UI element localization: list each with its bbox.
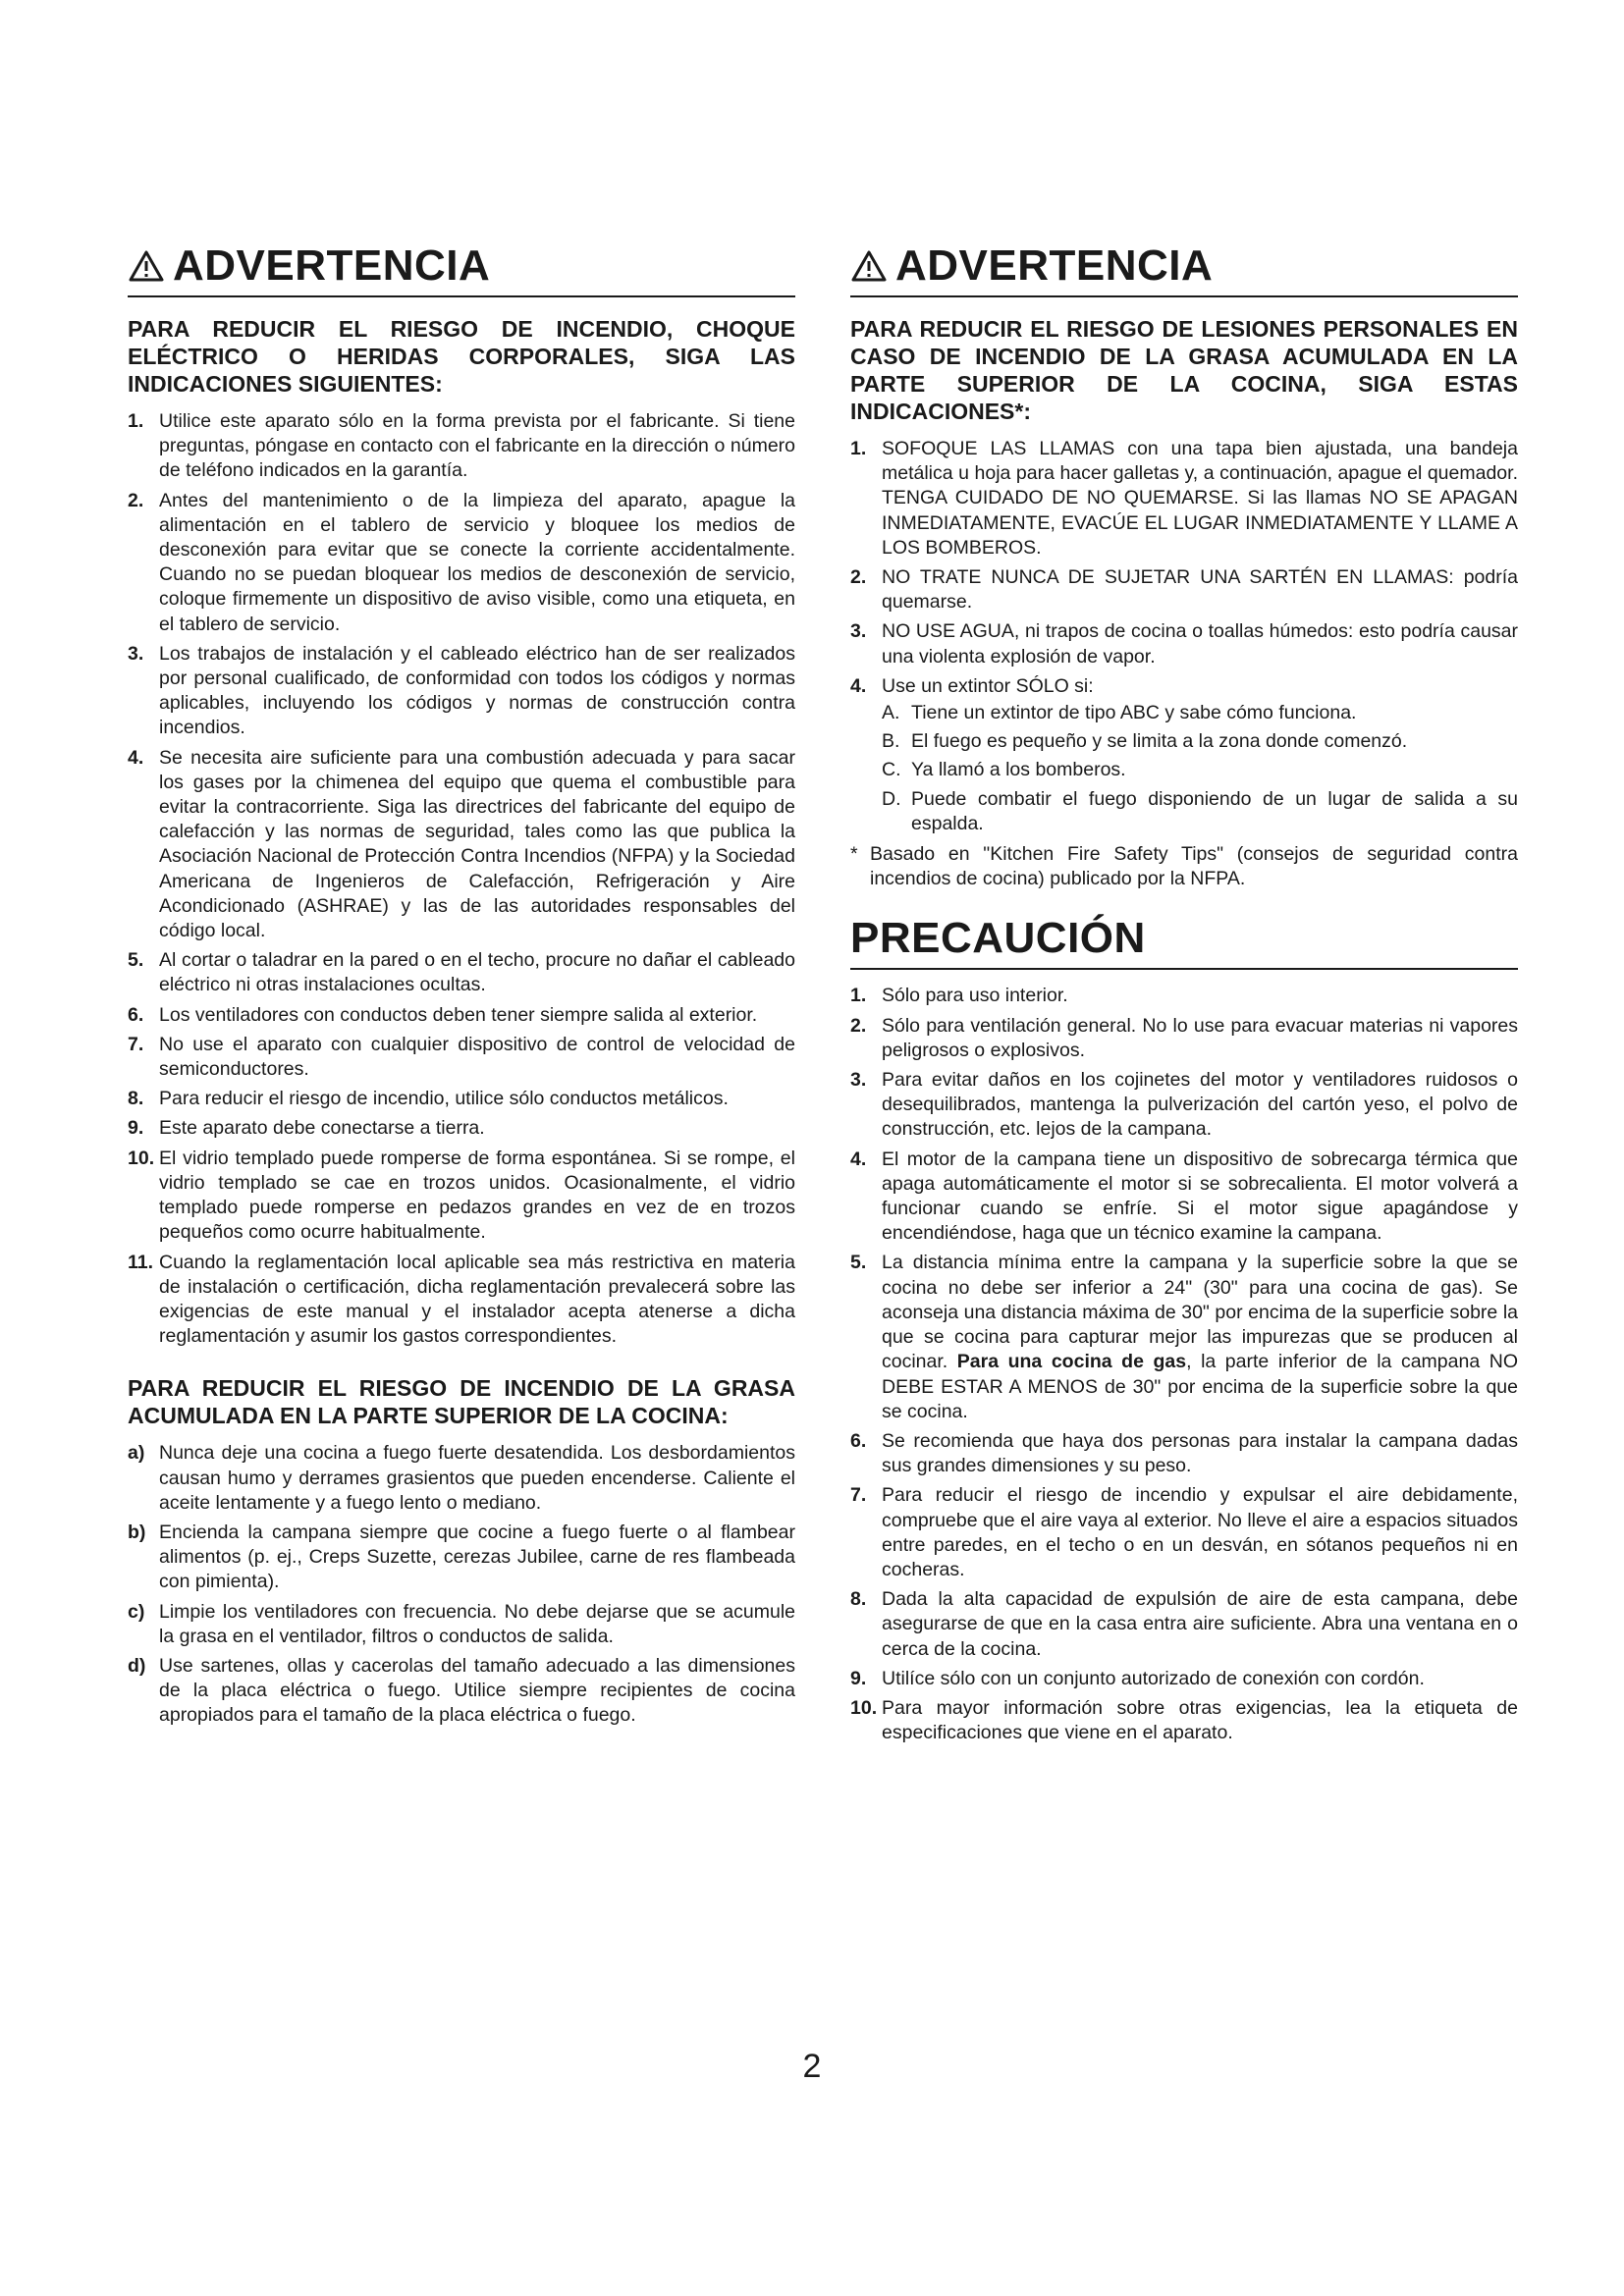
list-item: 4. Use un extintor SÓLO si: A. Tiene un extintor de tipo ABC y sabe cómo funciona. B. El fuego es pequeño y se limita a la zona donde comenzó. C. Ya llamó a los bomberos. D. Puede combatir el fuego disponiendo de un lugar de salida a su espalda.	[850, 674, 1518, 836]
list-item: 3. Para evitar daños en los cojinetes del motor y ventiladores ruidosos o desequilibrados, mantenga la pulverización del cartón yeso, el polvo de construcción, etc. lejos de la campana.	[850, 1069, 1518, 1141]
list-item: 9. Este aparato debe conectarse a tierra.	[128, 1117, 485, 1140]
list-item: b) Encienda la campana siempre que cocine a fuego fuerte o al flambear alimentos (p. ej., Creps Suzette, cerezas Jubilee, carne de res flambeada con pimienta).	[128, 1521, 795, 1593]
list-item: 1. Sólo para uso interior.	[850, 985, 1068, 1007]
precaucion-list	[850, 984, 1518, 1745]
left-warning-list	[128, 409, 795, 1349]
list-item: 10. Para mayor información sobre otras exigencias, lea la etiqueta de especificaciones que viene en el aparato.	[850, 1696, 1518, 1744]
list-item: 7. Para reducir el riesgo de incendio y expulsar el aire debidamente, compruebe que el aire vaya al exterior. No lleve el aire a espacios situados entre paredes, en el techo o en un desván, en sótanos pequeños ni en cocheras.	[850, 1484, 1518, 1580]
list-item: 8. Para reducir el riesgo de incendio, utilice sólo conductos metálicos.	[128, 1088, 729, 1110]
nfpa-footnote: * Basado en "Kitchen Fire Safety Tips" (consejos de seguridad contra incendios de cocina) publicado por la NFPA.	[850, 843, 1518, 890]
list-item: 11. Cuando la reglamentación local aplicable sea más restrictiva en materia de instalación o certificación, dicha reglamentación prevalecerá sobre las exigencias de este manual y el instalador acepta atenerse a dicha reglamentación y asumir los gastos correspondientes.	[128, 1251, 795, 1348]
right-column	[850, 240, 1518, 1750]
precaucion-section	[850, 913, 1518, 1745]
list-item: 3. Los trabajos de instalación y el cableado eléctrico han de ser realizados por personal cualificado, de conformidad con todos los códigos y normas aplicables, incluyendo los códigos y normas de construcción contra incendios.	[128, 642, 795, 739]
warning-triangle-icon	[128, 249, 165, 283]
advertencia-title-left	[128, 240, 795, 297]
advertencia-title-right	[850, 240, 1518, 297]
list-item: 8. Dada la alta capacidad de expulsión de aire de esta campana, debe asegurarse de que en la casa entra aire suficiente. Abra una ventana en o cerca de la cocina.	[850, 1588, 1518, 1660]
extinguisher-conditions-list	[882, 701, 1518, 836]
grease-fire-heading: PARA REDUCIR EL RIESGO DE INCENDIO DE LA GRASA ACUMULADA EN LA PARTE SUPERIOR DE LA COCINA:	[128, 1375, 795, 1429]
list-item: D. Puede combatir el fuego disponiendo de un lugar de salida a su espalda.	[882, 787, 1518, 834]
left-intro-heading: PARA REDUCIR EL RIESGO DE INCENDIO, CHOQUE ELÉCTRICO O HERIDAS CORPORALES, SIGA LAS INDICACIONES SIGUIENTES:	[128, 316, 795, 397]
grease-fire-list	[128, 1441, 795, 1728]
list-item: 1. Utilice este aparato sólo en la forma prevista por el fabricante. Si tiene preguntas, póngase en contacto con el fabricante en la dirección o número de teléfono indicados en la garantía.	[128, 410, 795, 482]
list-item: C. Ya llamó a los bomberos.	[882, 759, 1126, 781]
list-item: 10. El vidrio templado puede romperse de forma espontánea. Si se rompe, el vidrio templado se cae en trozos unidos. Ocasionalmente, el vidrio templado puede romperse en pedazos grandes en vez de en trozos pequeños como ocurre habitualmente.	[128, 1147, 795, 1244]
list-item: 7. No use el aparato con cualquier dispositivo de control de velocidad de semiconductores.	[128, 1033, 795, 1081]
list-item: B. El fuego es pequeño y se limita a la zona donde comenzó.	[882, 730, 1408, 753]
list-item: 5. La distancia mínima entre la campana y la superficie sobre la que se cocina no debe ser inferior a 24" (30" para una cocina de gas). Se aconseja una distancia máxima de 30" por encima de la superficie sobre la que se cocina para capturar mejor las impurezas que se producen al cocinar. Para una cocina de gas, la parte inferior de la campana NO DEBE ESTAR A MENOS de 30" por encima de la superficie sobre la que se cocina.	[850, 1252, 1518, 1422]
list-item: 4. El motor de la campana tiene un dispositivo de sobrecarga térmica que apaga automáticamente el motor si se sobrecalienta. El motor volverá a funcionar cuando se enfríe. Si el motor sigue apagándose y encendiéndose, haga que un técnico examine la campana.	[850, 1148, 1518, 1245]
list-item: a) Nunca deje una cocina a fuego fuerte desatendida. Los desbordamientos causan humo y derrames grasientos que pueden encenderse. Caliente el aceite lentamente y a fuego lento o mediano.	[128, 1442, 795, 1514]
list-item: 1. SOFOQUE LAS LLAMAS con una tapa bien ajustada, una bandeja metálica u hoja para hacer galletas y, a continuación, apague el quemador. TENGA CUIDADO DE NO QUEMARSE. Si las llamas NO SE APAGAN INMEDIATAMENTE, EVACÚE EL LUGAR INMEDIATAMENTE Y LLAME A LOS BOMBEROS.	[850, 438, 1518, 559]
advertencia-title-text: ADVERTENCIA	[895, 241, 1214, 290]
precaucion-title: PRECAUCIÓN	[850, 913, 1518, 970]
list-item: c) Limpie los ventiladores con frecuencia. No debe dejarse que se acumule la grasa en el ventilador, filtros o conductos de salida.	[128, 1600, 795, 1647]
right-warning-list	[850, 437, 1518, 836]
list-item: 3. NO USE AGUA, ni trapos de cocina o toallas húmedos: esto podría causar una violenta explosión de vapor.	[850, 620, 1518, 667]
warning-triangle-icon	[850, 249, 888, 283]
list-item: A. Tiene un extintor de tipo ABC y sabe cómo funciona.	[882, 702, 1357, 724]
advertencia-title-text: ADVERTENCIA	[173, 241, 491, 290]
list-item: 5. Al cortar o taladrar en la pared o en el techo, procure no dañar el cableado eléctrico ni otras instalaciones ocultas.	[128, 949, 795, 996]
page-number: 2	[802, 2048, 822, 2085]
list-item: d) Use sartenes, ollas y cacerolas del tamaño adecuado a las dimensiones de la placa eléctrica o fuego. Utilice siempre recipientes de cocina apropiados para el tamaño de la placa eléctrica o fuego.	[128, 1654, 795, 1727]
list-item: 2. Sólo para ventilación general. No lo use para evacuar materias ni vapores peligrosos o explosivos.	[850, 1014, 1518, 1061]
list-item: 9. Utilíce sólo con un conjunto autorizado de conexión con cordón.	[850, 1667, 1425, 1689]
list-item: 2. NO TRATE NUNCA DE SUJETAR UNA SARTÉN EN LLAMAS: podría quemarse.	[850, 566, 1518, 614]
list-item: 6. Los ventiladores con conductos deben tener siempre salida al exterior.	[128, 1003, 758, 1026]
gas-range-emphasis: Para una cocina de gas	[956, 1351, 1187, 1373]
left-column	[128, 240, 795, 1734]
list-item: 4. Se necesita aire suficiente para una combustión adecuada y para sacar los gases por la chimenea del equipo que quema el combustible para evitar la contracorriente. Siga las directrices del fabricante del equipo de calefacción y las normas de seguridad, tales como las que publica la Asociación Nacional de Protección Contra Incendios (NFPA) y la Sociedad Americana de Ingenieros de Calefacción, Refrigeración y Aire Acondicionado (ASHRAE) y las de las autoridades responsables del código local.	[128, 746, 795, 942]
right-intro-heading: PARA REDUCIR EL RIESGO DE LESIONES PERSONALES EN CASO DE INCENDIO DE LA GRASA ACUMULADA EN LA PARTE SUPERIOR DE LA COCINA, SIGA ESTAS INDICACIONES*:	[850, 316, 1518, 424]
list-item: 6. Se recomienda que haya dos personas para instalar la campana dadas sus grandes dimensiones y su peso.	[850, 1429, 1518, 1477]
list-item: 2. Antes del mantenimiento o de la limpieza del aparato, apague la alimentación en el tablero de servicio y bloquee los medios de desconexión para evitar que se conecte la corriente accidentalmente. Cuando no se puedan bloquear los medios de desconexión de servicio, coloque firmemente un dispositivo de aviso visible, como una etiqueta, en el tablero de servicio.	[128, 489, 795, 635]
